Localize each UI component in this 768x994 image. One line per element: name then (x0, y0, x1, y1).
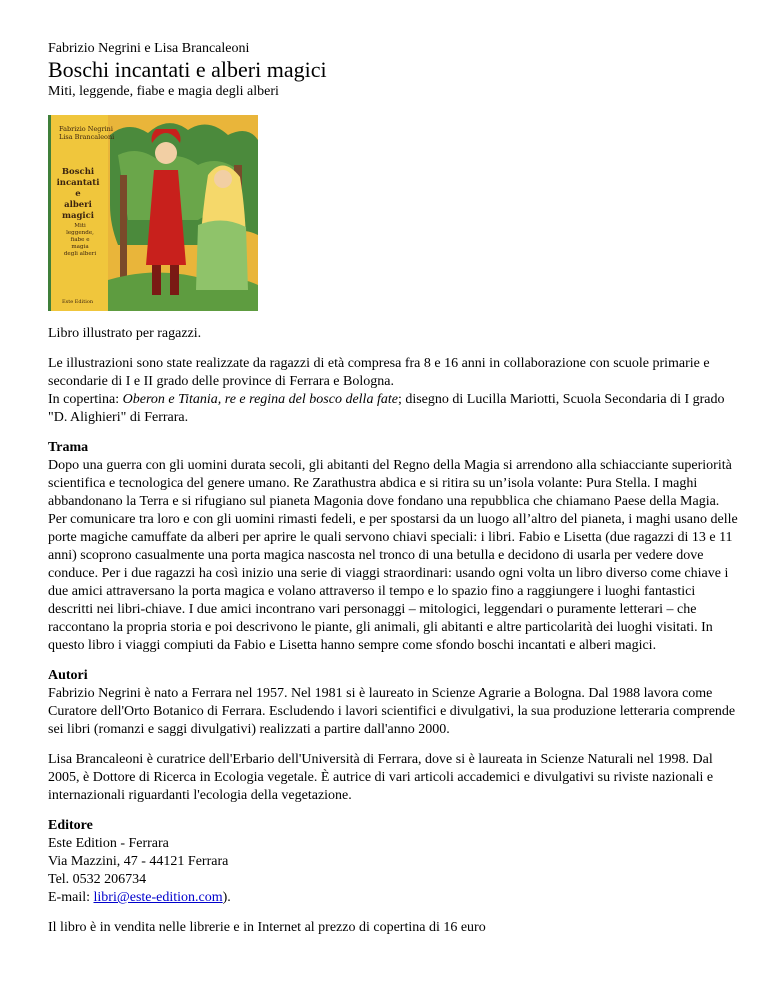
price-note: Il libro è in vendita nelle librerie e in Internet al prezzo di copertina di 16 euro (48, 920, 486, 935)
editore-email-prefix: E-mail: (48, 890, 94, 905)
brancaleoni-bio: Lisa Brancaleoni è curatrice dell'Erbario dell'Università di Ferrara, dove si è laureata in Scienze Naturali nel 1998. Dal 2005, è Dottore di Ricerca in Ecologia vegetale. È autrice di vari articoli accademici e divulgativi su riviste nazionali e internazionali riguardanti l'ecologia della vegetazione. (48, 752, 714, 803)
cover-credit-suffix: ; disegno di Lucilla Mariotti, Scuola Secondaria di I grado "D. Alighieri" di Ferrara. (48, 392, 725, 425)
intro-text: Libro illustrato per ragazzi. (48, 326, 202, 341)
cover-title-line-2: e (75, 189, 81, 199)
editore-name: Este Edition - Ferrara (48, 836, 169, 851)
book-subtitle: Miti, leggende, fiabe e magia degli alberi (48, 84, 279, 99)
editore-tel: Tel. 0532 206734 (48, 872, 147, 887)
cover-author-2: Lisa Brancaleoni (59, 133, 115, 141)
cover-title (56, 167, 100, 222)
autori-heading: Autori (48, 668, 88, 683)
cover-subtitle (62, 223, 98, 258)
cover-publisher: Este Edition (62, 299, 94, 305)
cover-credit-title: Oberon e Titania, re e regina del bosco della fate (122, 392, 398, 407)
authors-line: Fabrizio Negrini e Lisa Brancaleoni (48, 41, 250, 56)
trama-heading: Trama (48, 440, 89, 455)
editore-heading: Editore (48, 818, 93, 833)
editore-section (48, 817, 738, 907)
cover-credit-prefix: In copertina: (48, 392, 123, 407)
cover-author-1: Fabrizio Negrini (59, 125, 113, 133)
negrini-bio: Fabrizio Negrini è nato a Ferrara nel 1957. Nel 1981 si è laureato in Scienze Agrarie a Bologna. Dal 1988 lavora come Curatore dell'Orto Botanico di Ferrara. Escludendo i lavori scientifici e divulgativi, la sua produzione letteraria comprende sei libri (romanzi e saggi divulgativi) realizzati a partire dall'anno 2000. (48, 686, 736, 737)
cover-authors (59, 125, 114, 141)
cover-sub-line-3: degli alberi (63, 251, 97, 257)
cover-title-line-1: Boschi incantati (56, 167, 100, 188)
editore-email-link[interactable]: libri@este-edition.com (93, 890, 223, 905)
editore-address: Via Mazzini, 47 - 44121 Ferrara (48, 854, 229, 869)
cover-sub-line-2: fiabe e magia (70, 237, 90, 250)
editore-email-suffix: ). (222, 890, 231, 905)
autori-section (48, 667, 738, 739)
cover-title-line-3: alberi magici (61, 200, 95, 221)
cover-sub-line-1: Miti leggende, (66, 223, 94, 236)
book-cover-image (48, 115, 258, 311)
trama-text: Dopo una guerra con gli uomini durata secoli, gli abitanti del Regno della Magia si arrendono alla schiacciante superiorità scientifica e tecnologica del genere umano. Re Zarathustra abdica e si ritira su un’isola volante: Pura Stella. I maghi abbandonano la Terra e si rifugiano sul pianeta Magonia dove fondano una repubblica che chiamano Paese della Magia. Per comunicare tra loro e con gli uomini rimasti fedeli, e per spostarsi da un luogo all’altro del pianeta, i maghi usano delle porte magiche camuffate da alberi per aprire le quali servono chiavi speciali: i libri. Fabio e Lisetta (due ragazzi di 13 e 11 anni) scoprono casualmente una porta magica nascosta nel tronco di una betulla e decidono di usarla per vedere dove conduce. Per i due ragazzi ha così inizio una serie di viaggi straordinari: usando ogni volta un libro diverso come chiave i due amici attraversano la porta magica e volano attraverso il tempo e lo spazio fino a raggiungere i luoghi fantastici descritti nei libri-chiave. I due amici incontrano vari personaggi – mitologici, leggendari o puramente letterari – che raccontano la propria storia e poi descrivono le piante, gli animali, gli abitanti e altre particolarità dei luoghi visitati. In questo libro i viaggi compiuti da Fabio e Lisetta hanno sempre come sfondo boschi incantati e alberi magici. (48, 458, 738, 653)
page-content (48, 40, 738, 937)
trama-section (48, 439, 738, 655)
illustrations-paragraph (48, 355, 738, 427)
book-title: Boschi incantati e alberi magici (48, 57, 327, 82)
illustrations-text: Le illustrazioni sono state realizzate da ragazzi di età compresa fra 8 e 16 anni in collaborazione con scuole primarie e secondarie di I e II grado delle province di Ferrara e Bologna. (48, 356, 710, 389)
